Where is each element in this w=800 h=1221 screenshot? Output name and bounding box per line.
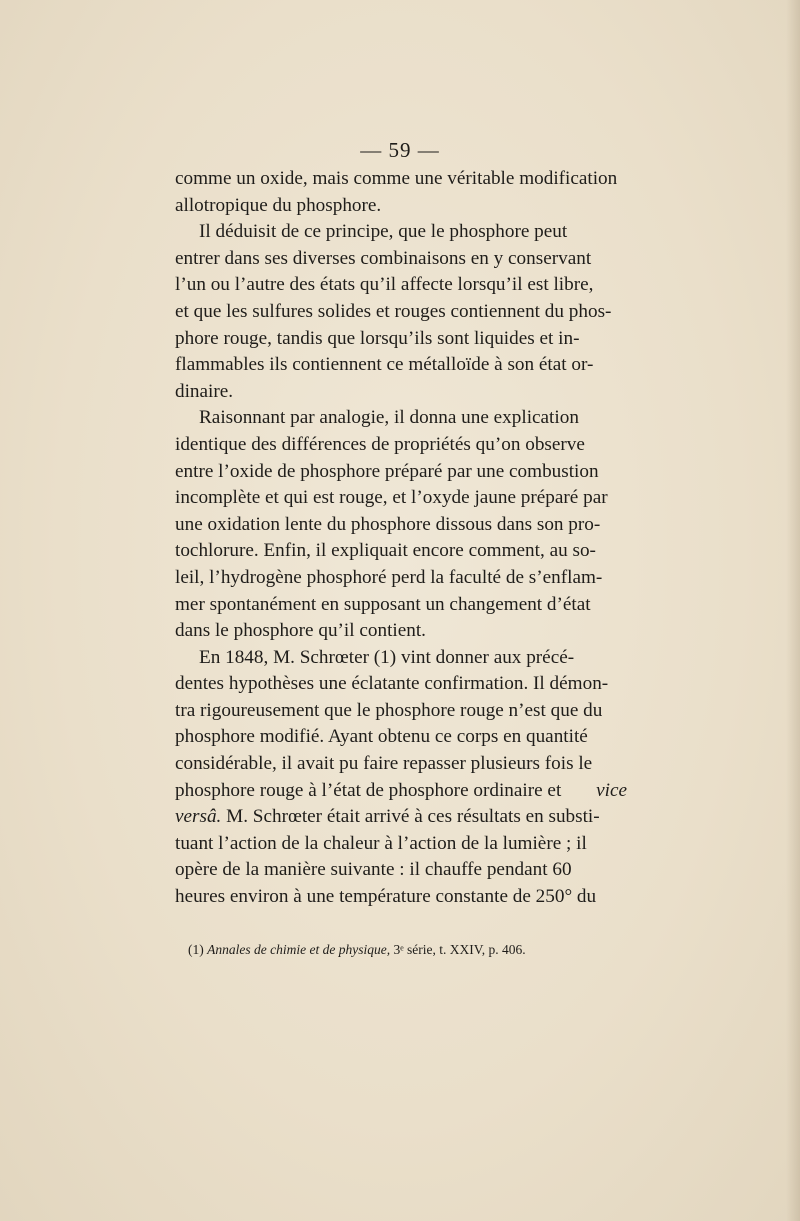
- text-line-content: considérable, il avait pu faire repasser plusieurs fois le: [175, 753, 593, 775]
- text-line-content: heures environ à une température constante de 250° du: [175, 886, 597, 908]
- text-line: [175, 272, 627, 299]
- text-line-content: tuant l’action de la chaleur à l’action de la lumière ; il: [175, 832, 587, 854]
- text-line: [175, 193, 627, 220]
- italic-word: versâ.: [175, 806, 222, 828]
- text-line-content: comme un oxide, mais comme une véritable modification: [175, 168, 618, 189]
- text-line-content: phore rouge, tandis que lorsqu’ils sont liquides et in-: [175, 327, 580, 349]
- text-line-content: dentes hypothèses une éclatante confirmation. Il démon-: [175, 673, 609, 695]
- text-line: [175, 512, 627, 539]
- text-line: [175, 352, 627, 379]
- text-line: [175, 645, 627, 672]
- text-line: [175, 698, 627, 725]
- text-line: [175, 379, 627, 406]
- text-line-content: leil, l’hydrogène phosphoré perd la faculté de s’enflam-: [175, 566, 603, 588]
- text-line-content: l’un ou l’autre des états qu’il affecte lorsqu’il est libre,: [175, 274, 594, 296]
- text-line-content: une oxidation lente du phosphore dissous dans son pro-: [175, 513, 601, 535]
- text-line: [175, 299, 627, 326]
- text-line: [175, 724, 627, 751]
- text-line: [175, 538, 627, 565]
- footnote-journal-title: Annales de chimie et de physique,: [207, 942, 391, 957]
- text-line-content: tra rigoureusement que le phosphore rouge n’est que du: [175, 699, 603, 721]
- text-line-content: [175, 804, 600, 831]
- text-line: [175, 884, 627, 911]
- text-line-content: opère de la manière suivante : il chauffe pendant 60: [175, 859, 572, 881]
- text-line-content: dinaire.: [175, 380, 234, 402]
- text-line: [175, 671, 627, 698]
- text-line: [175, 459, 627, 486]
- text-line-content: phosphore rouge à l’état de phosphore ordinaire et: [175, 779, 562, 801]
- text-line-content: phosphore modifié. Ayant obtenu ce corps en quantité: [175, 726, 588, 748]
- text-line: [175, 804, 627, 831]
- text-line-content: entrer dans ses diverses combinaisons en y conservant: [175, 247, 592, 269]
- text-line: [175, 246, 627, 273]
- text-line: [175, 778, 627, 805]
- text-line-content: incomplète et qui est rouge, et l’oxyde jaune préparé par: [175, 487, 608, 509]
- text-line: [175, 831, 627, 858]
- text-line: [175, 751, 627, 778]
- text-line-content: Raisonnant par analogie, il donna une explication: [199, 407, 579, 429]
- text-line: [175, 565, 627, 592]
- text-line-content: entre l’oxide de phosphore préparé par une combustion: [175, 460, 599, 482]
- text-line-content: mer spontanément en supposant un changement d’état: [175, 593, 591, 615]
- page-edge-shadow: [786, 0, 800, 1221]
- text-line-content: allotropique du phosphore.: [175, 194, 382, 216]
- italic-word: vice: [596, 779, 627, 801]
- text-line-content: En 1848, M. Schrœter (1) vint donner aux précé-: [199, 646, 575, 668]
- text-line-content: et que les sulfures solides et rouges contiennent du phos-: [175, 300, 612, 322]
- page-number: — 59 —: [360, 138, 440, 162]
- text-line-rest: M. Schrœter était arrivé à ces résultats en substi-: [226, 806, 600, 828]
- text-line: [175, 485, 627, 512]
- text-line: [175, 432, 627, 459]
- text-line-content: dans le phosphore qu’il contient.: [175, 620, 426, 642]
- text-line-content: tochlorure. Enfin, il expliquait encore comment, au so-: [175, 540, 596, 562]
- text-line: [175, 219, 627, 246]
- footnote-reference: 3ᵉ série, t. XXIV, p. 406.: [393, 942, 526, 957]
- text-line: [175, 405, 627, 432]
- text-line-content: Il déduisit de ce principe, que le phosphore peut: [199, 221, 568, 243]
- text-line: [175, 166, 627, 193]
- text-line: [175, 857, 627, 884]
- text-line: [175, 592, 627, 619]
- text-line: [175, 618, 627, 645]
- footnote: [188, 942, 526, 958]
- text-line-content: identique des différences de propriétés qu’on observe: [175, 433, 585, 455]
- body-text: [175, 166, 627, 911]
- text-line: [175, 326, 627, 353]
- footnote-marker: (1): [188, 942, 204, 957]
- text-line-content: flammables ils contiennent ce métalloïde à son état or-: [175, 354, 594, 376]
